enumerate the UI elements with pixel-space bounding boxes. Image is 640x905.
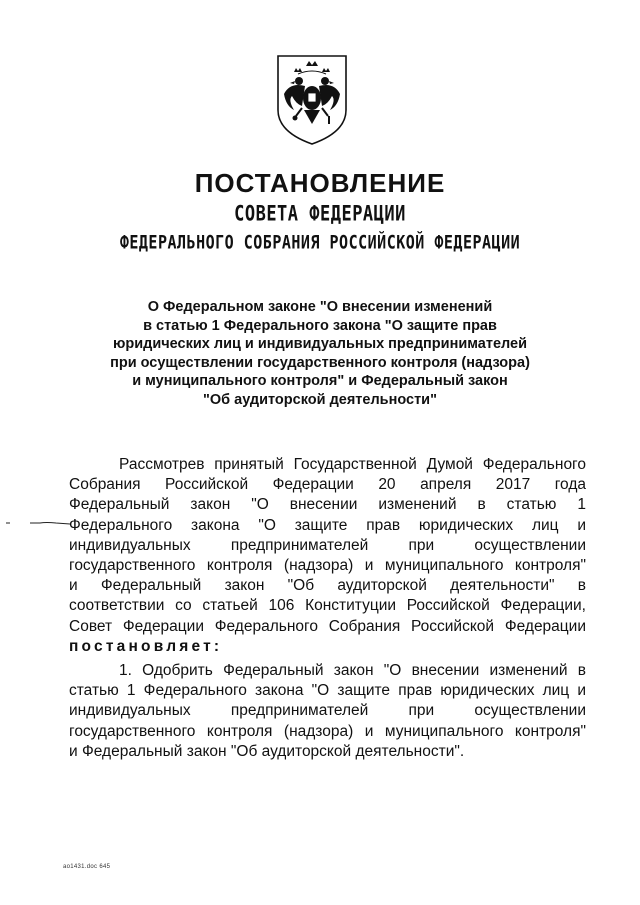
resolution-heading: [80, 298, 560, 409]
document-title: ПОСТАНОВЛЕНИЕ: [194, 168, 446, 198]
heading-line: и муниципального контроля" и Федеральный закон: [132, 373, 508, 389]
decides-keyword: постановляет:: [69, 637, 223, 655]
paragraph-line: Собрания Российской Федерации 20 апреля 2017 года: [69, 476, 586, 494]
heading-line: юридических лиц и индивидуальных предпринимателей: [112, 336, 528, 352]
double-headed-eagle-icon: [272, 52, 352, 146]
paragraph-line: государственного контроля (надзора) и муниципального контроля": [69, 556, 586, 574]
paragraph-line: и Федеральный закон "Об аудиторской деятельности".: [69, 742, 465, 760]
document-subtitle-assembly: ФЕДЕРАЛЬНОГО СОБРАНИЯ РОССИЙСКОЙ ФЕДЕРАЦИИ: [119, 230, 521, 254]
document-file-code: ao1431.doc 645: [63, 864, 111, 870]
paragraph-line: соответствии со статьей 106 Конституции Российской Федерации,: [69, 597, 586, 615]
paragraph-line: Федеральный закон "О внесении изменений в статью 1: [69, 496, 586, 514]
document-subtitle-council: СОВЕТА ФЕДЕРАЦИИ: [234, 201, 406, 227]
paragraph-line: Федерального закона "О защите прав юридических лиц и: [69, 516, 586, 534]
paragraph-line: Рассмотрев принятый Государственной Думой Федерального: [119, 456, 586, 473]
heading-line: при осуществлении государственного контроля (надзора): [110, 354, 530, 371]
paragraph-line: Совет Федерации Федерального Собрания Российской Федерации: [69, 617, 586, 635]
margin-mark: [6, 516, 70, 528]
paragraph-line: индивидуальных предпринимателей при осуществлении: [69, 702, 586, 720]
heading-line: О Федеральном законе "О внесении изменений: [147, 299, 493, 315]
heading-line: в статью 1 Федерального закона "О защите прав: [143, 317, 497, 334]
paragraph-line: статью 1 Федерального закона "О защите прав юридических лиц и: [69, 682, 586, 700]
coat-of-arms-emblem: [272, 52, 352, 146]
preamble-paragraph: [69, 455, 586, 657]
paragraph-line: 1. Одобрить Федеральный закон "О внесении изменений в: [119, 662, 586, 679]
paragraph-line: индивидуальных предпринимателей при осуществлении: [69, 536, 586, 554]
heading-line: "Об аудиторской деятельности": [203, 391, 437, 408]
clause-one-paragraph: [69, 661, 586, 762]
paragraph-line: и Федеральный закон "Об аудиторской деятельности" в: [69, 577, 586, 595]
paragraph-line: государственного контроля (надзора) и муниципального контроля": [69, 722, 586, 740]
